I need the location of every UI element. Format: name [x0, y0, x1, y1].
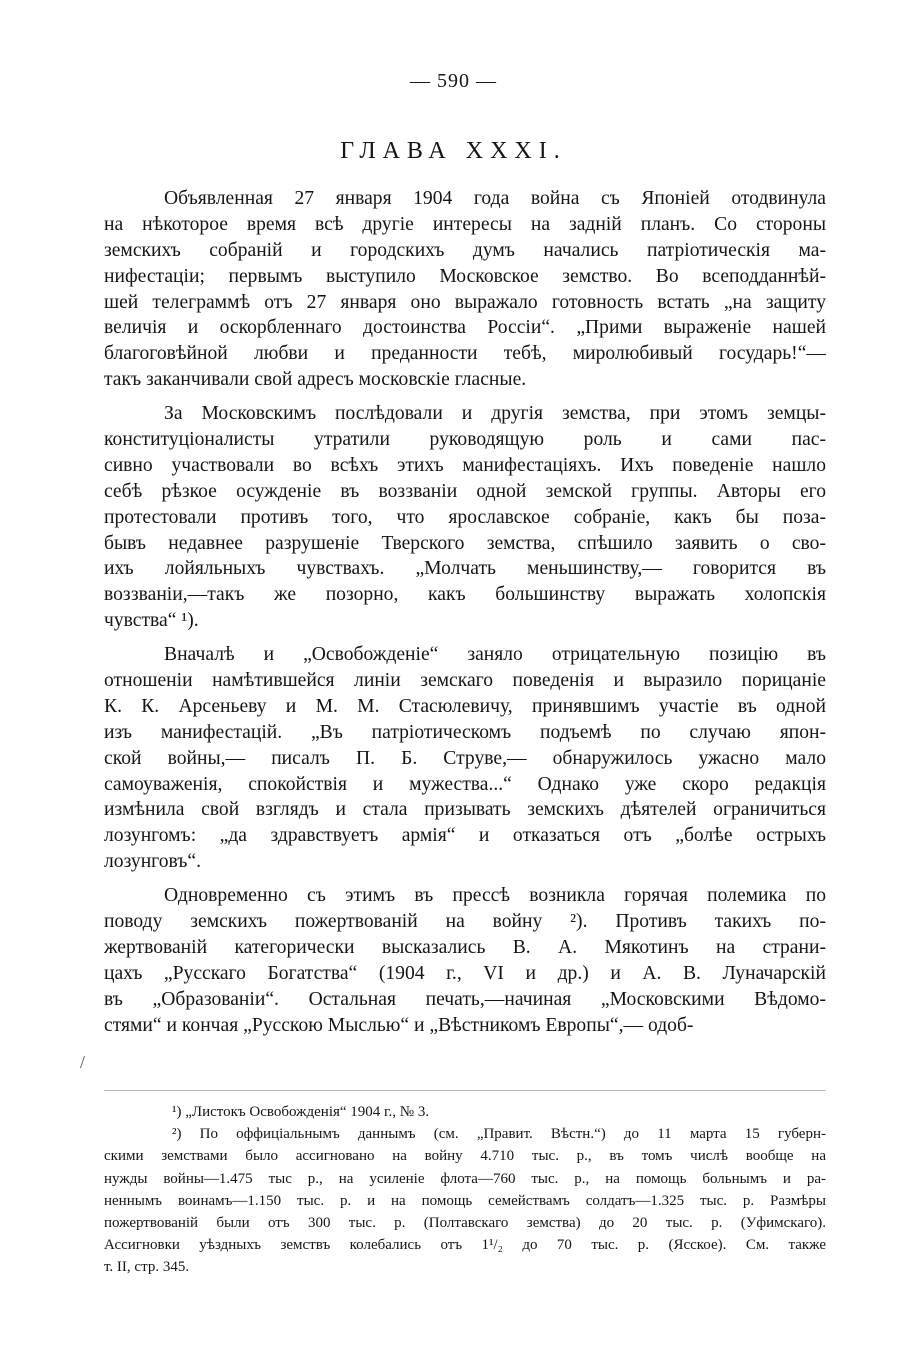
text-line: земскихъ собраній и городскихъ думъ начались патріотическія ма-: [104, 239, 826, 261]
text-line: поводу земскихъ пожертвованій на войну ²). Противъ такихъ по-: [104, 911, 826, 933]
text-line: За Московскимъ послѣдовали и другія земства, при этомъ земцы-: [164, 403, 826, 425]
text-line: Объявленная 27 января 1904 года война съ Японіей отодвинула: [164, 188, 826, 209]
text-line: нифестаціи; первымъ выступило Московское земство. Во всеподданнѣй-: [104, 265, 826, 287]
text-line: жертвованій категорически высказались В. А. Мякотинъ на страни-: [104, 936, 826, 958]
text-line: лозунгомъ: „да здравствуетъ армія“ и отказаться отъ „болѣе острыхъ: [104, 825, 826, 847]
text-line: цахъ „Русскаго Богатства“ (1904 г., VI и др.) и А. В. Луначарскій: [104, 962, 826, 984]
text-line: самоуваженія, спокойствія и мужества...“ Однако уже скоро редакція: [104, 773, 826, 795]
text-line: отношеніи намѣтившейся линіи земскаго поведенія и выразило порицаніе: [104, 670, 826, 692]
text-line: изъ манифестацій. „Въ патріотическомъ подъемѣ по случаю япон-: [104, 721, 826, 743]
main-text: [104, 186, 826, 1047]
chapter-title: ГЛАВА XXXI.: [340, 138, 567, 164]
text-line: на нѣкоторое время всѣ другіе интересы на задній планъ. Со стороны: [104, 213, 826, 235]
text-line: величія и оскорбленнаго достоинства Россіи“. „Прими выраженіе нашей: [104, 317, 826, 339]
paragraph: [104, 883, 826, 1038]
text-line: шей телеграммѣ отъ 27 января оно выражало готовность встать „на защиту: [104, 291, 826, 313]
margin-pencil-mark: /: [80, 1052, 86, 1072]
text-line: себѣ рѣзкое осужденіе въ воззваніи одной земской группы. Авторы его: [104, 480, 826, 502]
text-line: Одновременно съ этимъ въ прессѣ возникла горячая полемика по: [164, 885, 826, 907]
text-line: протестовали противъ того, что ярославское собраніе, какъ бы поза-: [104, 506, 826, 528]
text-line: чувства“ ¹).: [104, 610, 199, 632]
text-line: благоговѣйной любви и преданности тебѣ, миролюбивый государь!“—: [104, 343, 826, 365]
paragraph: [104, 642, 826, 875]
text-line: лозунговъ“.: [104, 851, 202, 873]
footnotes: [104, 1101, 826, 1279]
footnote-line: неннымъ воинамъ—1.150 тыс. р. и на помощь семействамъ солдатъ—1.325 тыс. р. Размѣры: [104, 1192, 826, 1209]
text-line: въ „Образованіи“. Остальная печать,—начиная „Московскими Вѣдомо-: [104, 988, 826, 1010]
text-line: стями“ и кончая „Русскою Мыслью“ и „Вѣстникомъ Европы“,— одоб-: [104, 1014, 694, 1036]
text-line: такъ заканчивали свой адресъ московскіе гласные.: [104, 369, 527, 391]
text-line: ской войны,— писалъ П. Б. Струве,— обнаружилось ужасно мало: [104, 747, 826, 769]
footnote-line: т. II, стр. 345.: [104, 1259, 190, 1276]
text-line: воззваніи,—такъ же позорно, какъ большинству выражать холопскія: [104, 584, 826, 606]
page-number: — 590 —: [410, 70, 497, 92]
footnote-separator: [104, 1090, 826, 1091]
text-line: бывъ недавнее разрушеніе Тверского земства, спѣшило заявить о сво-: [104, 532, 826, 554]
text-line: конституціоналисты утратили руководящую роль и сами пас-: [104, 429, 826, 451]
text-line: сивно участвовали во всѣхъ этихъ манифестаціяхъ. Ихъ поведеніе нашло: [104, 454, 826, 476]
footnote-line: пожертвованій были отъ 300 тыс. р. (Полтавскаго земства) до 20 тыс. р. (Уфимскаго).: [104, 1214, 826, 1231]
footnote-line: ¹) „Листокъ Освобожденія“ 1904 г., № 3.: [172, 1104, 430, 1120]
footnote-line: скими земствами было ассигновано на войну 4.710 тыс. р., въ томъ числѣ вообще на: [104, 1148, 826, 1165]
paragraph: [104, 401, 826, 634]
footnote-line: Ассигновки уѣздныхъ земствъ колебались отъ 1¹/₂ до 70 тыс. р. (Ясское). См. также: [104, 1237, 826, 1254]
footnote-line: нужды войны—1.475 тыс р., на усиленіе флота—760 тыс. р., на помощь больнымъ и ра-: [104, 1170, 826, 1187]
footnote-line: ²) По оффиціальнымъ даннымъ (см. „Правит. Вѣстн.“) до 11 марта 15 губерн-: [172, 1126, 826, 1143]
text-line: К. К. Арсеньеву и М. М. Стасюлевичу, принявшимъ участіе въ одной: [104, 695, 826, 717]
text-line: измѣнила свой взглядъ и стала призывать земскихъ дѣятелей ограничиться: [104, 799, 826, 821]
text-line: ихъ лойяльныхъ чувствахъ. „Молчать меньшинству,— говорится въ: [104, 558, 826, 580]
text-line: Вначалѣ и „Освобожденіе“ заняло отрицательную позицію въ: [164, 644, 826, 666]
paragraph: [104, 186, 826, 393]
